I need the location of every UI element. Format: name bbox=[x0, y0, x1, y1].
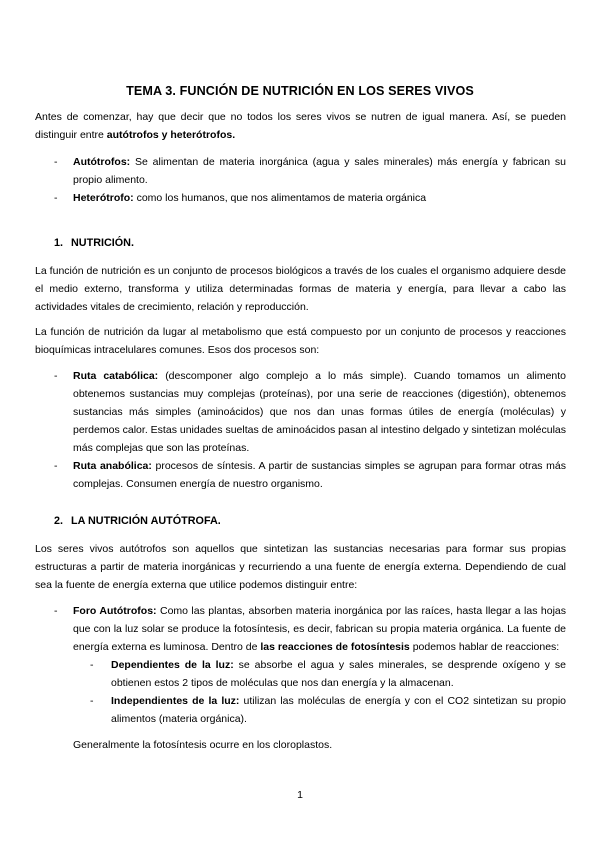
bullet-dash: - bbox=[54, 192, 58, 204]
list-item-text: Se alimentan de materia inorgánica (agua y sales minerales) más energía y fabrican su propio alimento. bbox=[73, 156, 566, 186]
intro-bold: autótrofos y heterótrofos. bbox=[106, 129, 236, 141]
closing-paragraph: Generalmente la fotosíntesis ocurre en los cloroplastos. bbox=[73, 739, 333, 751]
section-1 bbox=[35, 234, 566, 493]
list-item-term: Ruta catabólica: bbox=[73, 370, 159, 382]
list-item bbox=[35, 457, 566, 493]
section-heading-text: NUTRICIÓN. bbox=[71, 237, 134, 249]
section-heading bbox=[35, 512, 566, 530]
list-item-term: Foro Autótrofos: bbox=[73, 605, 157, 617]
bullet-dash: - bbox=[90, 659, 94, 671]
intro-block bbox=[35, 108, 566, 207]
bullet-dash: - bbox=[54, 460, 58, 472]
sub-list-item-term: Dependientes de la luz: bbox=[111, 659, 234, 671]
section-2 bbox=[35, 512, 566, 754]
bullet-dash: - bbox=[90, 695, 94, 707]
page-title: TEMA 3. FUNCIÓN DE NUTRICIÓN EN LOS SERES VIVOS bbox=[126, 84, 474, 98]
list-item-text-end: podemos hablar de reacciones: bbox=[412, 641, 560, 653]
list-item-text: Como las plantas, absorben materia inorgánica por las raíces, hasta llegar a las hojas que con la luz solar se produce la fotosíntesis, es decir, fabrican su propia materia orgánica. La fuente de energía externa es luminosa. Dentro de bbox=[73, 605, 566, 653]
sub-list-item bbox=[35, 656, 566, 692]
section-number: 2. bbox=[54, 515, 64, 527]
section-heading-text: LA NUTRICIÓN AUTÓTROFA. bbox=[71, 515, 221, 527]
intro-paragraph bbox=[35, 108, 566, 144]
bullet-dash: - bbox=[54, 156, 58, 168]
sub-list-item bbox=[35, 692, 566, 728]
sub-list-item-text: se absorbe el agua y sales minerales, se desprende oxígeno y se obtienen estos 2 tipos de moléculas que nos dan energía y la almacenan. bbox=[111, 659, 566, 689]
sub-list-item-term: Independientes de la luz: bbox=[111, 695, 240, 707]
list-item bbox=[35, 189, 566, 207]
paragraph: Los seres vivos autótrofos son aquellos que sintetizan las sustancias necesarias para formar sus propias estructuras a partir de materia inorgánicas y recurriendo a una fuente de energía externa. Dependiendo de cual sea la fuente de energía externa que utilice podemos distinguir entre: bbox=[35, 543, 566, 591]
list-item-text: procesos de síntesis. A partir de sustancias simples se agrupan para formar otras más complejas. Consumen energía de nuestro organismo. bbox=[73, 460, 566, 490]
bullet-dash: - bbox=[54, 605, 58, 617]
sub-list-item-text: utilizan las moléculas de energía y con el CO2 sintetizan su propio alimentos (materia orgánica). bbox=[111, 695, 566, 725]
list-item bbox=[35, 602, 566, 656]
paragraph: La función de nutrición da lugar al metabolismo que está compuesto por un conjunto de procesos y reacciones bioquímicas intracelulares comunes. Esos dos procesos son: bbox=[35, 326, 566, 356]
list-item bbox=[35, 367, 566, 457]
section-heading bbox=[35, 234, 566, 252]
list-item-bold: las reacciones de fotosíntesis bbox=[260, 641, 410, 653]
list-item-text: (descomponer algo complejo a lo más simple). Cuando tomamos un alimento obtenemos sustancias muy complejas (proteínas), por una serie de reacciones (digestión), obtenemos sustancias más simples (aminoácidos) que nos dan unas formas útiles de energía (moléculas) y perdemos calor. Estas unidades sueltas de aminoácidos pasan al intestino delgado y sintetizan moléculas más complejas que son las proteínas. bbox=[73, 370, 567, 454]
paragraph: La función de nutrición es un conjunto de procesos biológicos a través de los cuales el organismo adquiere desde el medio externo, transforma y utiliza determinadas formas de materia y energía, para llevar a cabo las actividades vitales de crecimiento, relación y reproducción. bbox=[35, 265, 566, 313]
list-item-term: Autótrofos: bbox=[73, 156, 131, 168]
list-item bbox=[35, 153, 566, 189]
list-item-text: como los humanos, que nos alimentamos de materia orgánica bbox=[136, 192, 427, 204]
list-item-term: Heterótrofo: bbox=[73, 192, 134, 204]
section-number: 1. bbox=[54, 237, 64, 249]
intro-text: Antes de comenzar, hay que decir que no todos los seres vivos se nutren de igual manera. Así, se pueden distinguir entre bbox=[35, 111, 566, 141]
list-item-term: Ruta anabólica: bbox=[73, 460, 152, 472]
page-number: 1 bbox=[297, 789, 303, 801]
bullet-dash: - bbox=[54, 370, 58, 382]
